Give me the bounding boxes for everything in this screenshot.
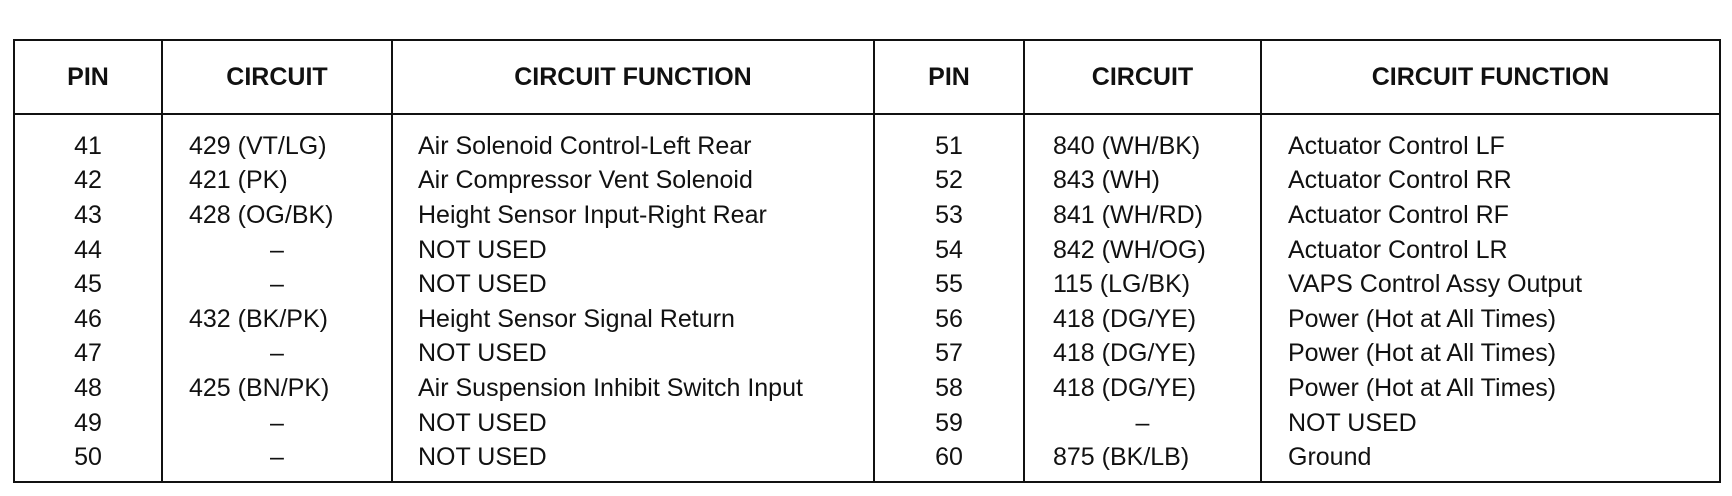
function-b-cell: VAPS Control Assy Output: [1288, 270, 1583, 299]
pin-b-cell: 52: [874, 164, 1024, 199]
function-b-cell: Actuator Control LR: [1288, 235, 1508, 264]
circuit-b-cell: 875 (BK/LB): [1024, 440, 1261, 482]
circuit-b-cell: 115 (LG/BK): [1024, 267, 1261, 302]
circuit-b-cell: –: [1024, 406, 1261, 441]
circuit-a-cell: –: [162, 267, 392, 302]
circuit-a-cell: 428 (OG/BK): [162, 198, 392, 233]
table-header-row: [14, 40, 1720, 114]
circuit-a-cell: 432 (BK/PK): [162, 302, 392, 337]
function-b-cell: NOT USED: [1288, 408, 1417, 437]
table-row: [14, 371, 1720, 406]
pin-a-cell: 48: [14, 371, 162, 406]
function-b-cell: Power (Hot at All Times): [1288, 339, 1557, 368]
table-row: [14, 337, 1720, 372]
header-circuit-left: CIRCUIT: [162, 40, 392, 114]
pin-b-cell: 53: [874, 198, 1024, 233]
circuit-b-cell: 843 (WH): [1024, 164, 1261, 199]
pin-b-cell: 60: [874, 440, 1024, 482]
function-a-cell: NOT USED: [392, 233, 874, 268]
function-b-cell: Actuator Control RF: [1288, 200, 1509, 229]
table-row: [14, 233, 1720, 268]
table-row: [14, 440, 1720, 482]
circuit-b-cell: 840 (WH/BK): [1024, 114, 1261, 164]
function-a-cell: Height Sensor Input-Right Rear: [392, 198, 874, 233]
circuit-a-cell: –: [162, 337, 392, 372]
table-row: [14, 114, 1720, 164]
function-a-cell: Air Compressor Vent Solenoid: [392, 164, 874, 199]
function-b-cell: Actuator Control RR: [1288, 166, 1512, 195]
pin-circuit-table: [13, 39, 1721, 483]
function-a-cell: Air Solenoid Control-Left Rear: [392, 114, 874, 164]
pin-b-cell: 59: [874, 406, 1024, 441]
circuit-b-cell: 418 (DG/YE): [1024, 371, 1261, 406]
function-a-cell: NOT USED: [392, 406, 874, 441]
table-row: [14, 198, 1720, 233]
pin-b-cell: 58: [874, 371, 1024, 406]
table-row: [14, 406, 1720, 441]
pin-a-cell: 46: [14, 302, 162, 337]
circuit-a-cell: 421 (PK): [162, 164, 392, 199]
table-row: [14, 302, 1720, 337]
function-b-cell: Power (Hot at All Times): [1288, 304, 1557, 333]
function-b-cell: Actuator Control LF: [1288, 131, 1505, 160]
pin-a-cell: 42: [14, 164, 162, 199]
header-circuit-function-right: CIRCUIT FUNCTION: [1261, 40, 1720, 114]
circuit-b-cell: 418 (DG/YE): [1024, 302, 1261, 337]
table-row: [14, 164, 1720, 199]
header-circuit-function-left: CIRCUIT FUNCTION: [392, 40, 874, 114]
pin-b-cell: 55: [874, 267, 1024, 302]
circuit-a-cell: 425 (BN/PK): [162, 371, 392, 406]
function-b-cell: Ground: [1288, 443, 1372, 472]
pin-a-cell: 41: [14, 114, 162, 164]
function-a-cell: Height Sensor Signal Return: [392, 302, 874, 337]
table-row: [14, 267, 1720, 302]
header-pin-right: PIN: [874, 40, 1024, 114]
pin-b-cell: 51: [874, 114, 1024, 164]
circuit-a-cell: –: [162, 233, 392, 268]
function-a-cell: NOT USED: [392, 337, 874, 372]
function-a-cell: NOT USED: [392, 440, 874, 482]
circuit-b-cell: 841 (WH/RD): [1024, 198, 1261, 233]
header-pin-left: PIN: [14, 40, 162, 114]
pin-b-cell: 57: [874, 337, 1024, 372]
circuit-a-cell: –: [162, 440, 392, 482]
pin-a-cell: 44: [14, 233, 162, 268]
function-a-cell: NOT USED: [392, 267, 874, 302]
circuit-a-cell: –: [162, 406, 392, 441]
function-a-cell: Air Suspension Inhibit Switch Input: [392, 371, 874, 406]
pin-a-cell: 49: [14, 406, 162, 441]
pin-a-cell: 50: [14, 440, 162, 482]
pin-a-cell: 45: [14, 267, 162, 302]
pin-a-cell: 43: [14, 198, 162, 233]
pin-a-cell: 47: [14, 337, 162, 372]
function-b-cell: Power (Hot at All Times): [1288, 373, 1557, 402]
header-circuit-right: CIRCUIT: [1024, 40, 1261, 114]
circuit-a-cell: 429 (VT/LG): [162, 114, 392, 164]
circuit-b-cell: 842 (WH/OG): [1024, 233, 1261, 268]
pin-b-cell: 56: [874, 302, 1024, 337]
circuit-b-cell: 418 (DG/YE): [1024, 337, 1261, 372]
pin-b-cell: 54: [874, 233, 1024, 268]
